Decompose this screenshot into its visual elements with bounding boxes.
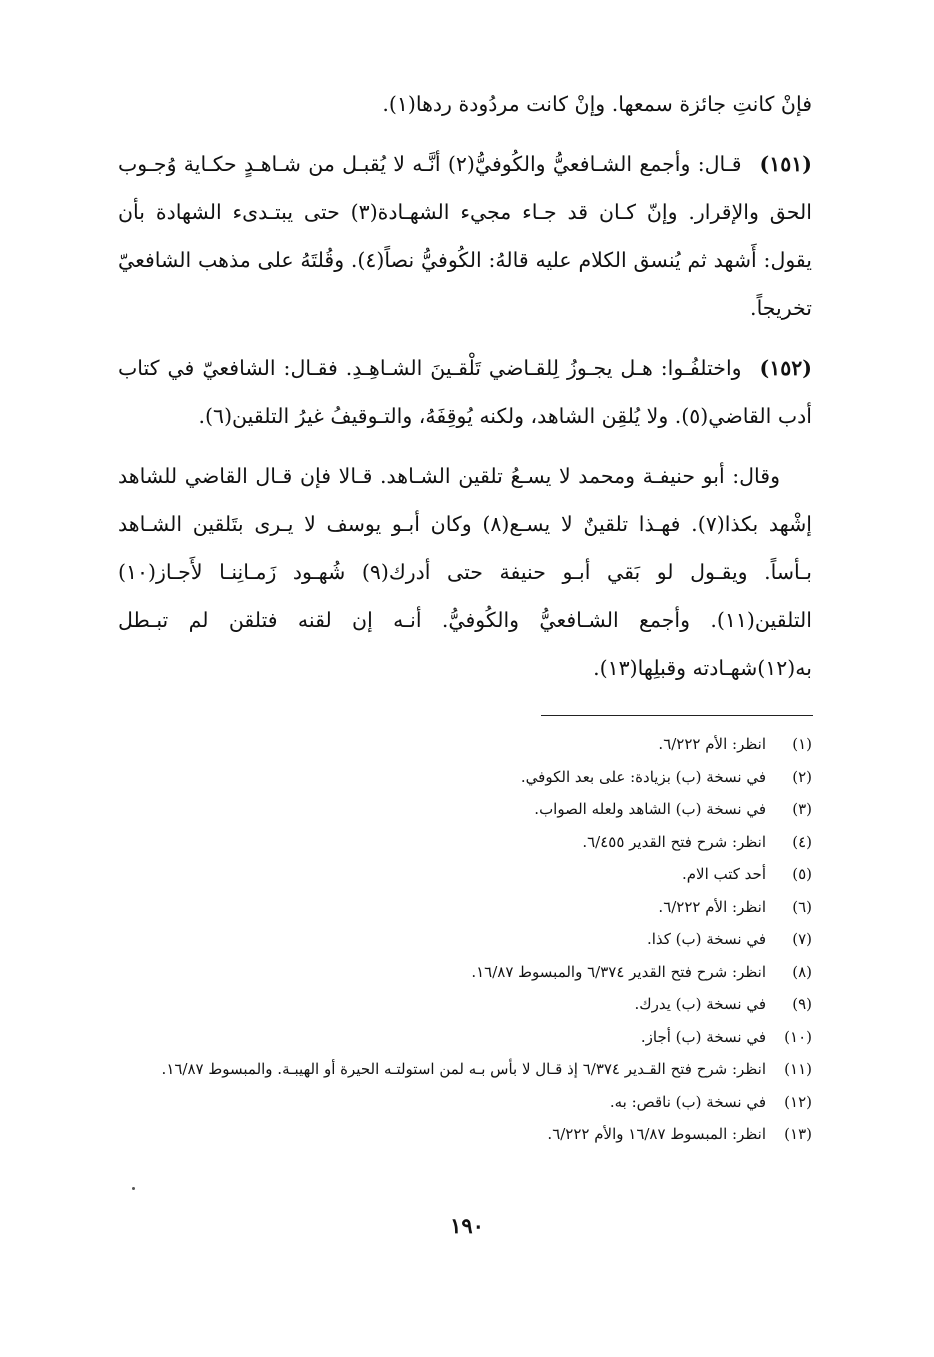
paragraph-text: وقال: أبو حنيفـة ومحمد لا يسـعُ تلقين الشـاهد. قـالا فإن قـال القاضي للشاهد إشْهد بكذا(٧). فهـذا تلقينٌ لا يسـع(٨) وكان أبـو يوسف لا يـرى بتَلقين الشـاهد بـأساً. ويقـول لو بَقي أبـو حنيفة حتى أدرك(٩) شُهـود زَمـانِنـا لأَجـاز(١٠) التلقين(١١). وأجمع الشـافعيُّ والكُوفيُّ. أنـه إن لقنه فتلقن لم تبـطل به(١٢)شهـادته وقبلِها(١٣). — [118, 464, 812, 680]
footnote-text: أحد كتب الام. — [681, 865, 766, 883]
paragraph-text: واختلفُـوا: هـل يجـوزُ لِلقـاضي تَلْقـينَ الشـاهِـدِ. فقـال: الشافعيّ في كتاب أدب القاضي(٥). ولا يُلقِن الشاهد، ولكنه يُوقِفَهُ، والتـوقيفُ غيرُ التلقين(٦). — [118, 356, 812, 428]
footnote-number: (٤) — [792, 832, 812, 851]
footnote-text: في نسخة (ب) كذا. — [646, 930, 766, 948]
paragraph-number: (١٥١) — [759, 152, 812, 176]
paragraph-152 — [118, 344, 812, 440]
footnote-divider — [541, 715, 813, 716]
paragraph-abu-hanifa — [118, 452, 812, 692]
ink-speck — [132, 1187, 135, 1190]
footnote — [118, 858, 812, 891]
paragraph-continuation — [118, 80, 812, 128]
footnote-number: (١١) — [784, 1060, 812, 1078]
footnote-number: (١٣) — [784, 1125, 812, 1143]
footnote — [118, 1118, 812, 1151]
footnote — [118, 793, 812, 826]
footnote-text: في نسخة (ب) بزيادة: على بعد الكوفي. — [520, 767, 766, 786]
footnote-text: انظر: شرح فتح القدير ٦/٣٧٤ والمبسوط ١٦/٨٧. — [471, 962, 766, 981]
footnote — [118, 1021, 812, 1054]
footnote — [118, 761, 812, 794]
footnote-number: (٥) — [792, 865, 812, 883]
footnote — [118, 1086, 812, 1119]
footnote-number: (٩) — [792, 995, 812, 1013]
footnote-number: (١) — [792, 735, 812, 753]
footnote-number: (٢) — [792, 767, 812, 786]
paragraph-text: فإنْ كانتِ جائزة سمعها. وإنْ كانت مردُودة ردها(١). — [382, 92, 812, 116]
footnote-text: في نسخة (ب) ناقص: به. — [609, 1092, 766, 1111]
footnote-number: (١٢) — [784, 1092, 812, 1111]
footnote-text: انظر: شرح فتح القـدير ٦/٣٧٤ إذ قـال لا بأس بـه لمن استولتـه الحيرة أو الهيبـة. والمبسوط ١٦/٨٧. — [161, 1060, 766, 1078]
footnote — [118, 826, 812, 859]
footnote-number: (٧) — [792, 930, 812, 948]
footnote-text: انظر: الأم ٦/٢٢٢. — [658, 735, 766, 753]
footnote — [118, 988, 812, 1021]
footnote-text: انظر: المبسوط ١٦/٨٧ والأم ٦/٢٢٢. — [547, 1125, 766, 1143]
main-text — [118, 80, 812, 692]
footnotes-list — [118, 728, 812, 1151]
footnote-number: (٦) — [792, 897, 812, 916]
footnote — [118, 923, 812, 956]
footnote-text: في نسخة (ب) يدرك. — [634, 995, 766, 1013]
footnote-number: (٣) — [792, 800, 812, 818]
paragraph-151 — [118, 140, 812, 332]
footnote-number: (٨) — [792, 962, 812, 981]
paragraph-number: (١٥٢) — [759, 356, 812, 380]
footnote-text: في نسخة (ب) أجاز. — [640, 1027, 766, 1046]
footnote-number: (١٠) — [784, 1027, 812, 1046]
footnote-text: انظر: شرح فتح القدير ٦/٤٥٥. — [582, 832, 766, 851]
footnote-text: انظر: الأم ٦/٢٢٢. — [658, 897, 766, 916]
footnote — [118, 728, 812, 761]
footnote — [118, 891, 812, 924]
footnote-text: في نسخة (ب) الشاهد ولعله الصواب. — [534, 800, 766, 818]
paragraph-text: قـال: وأجمع الشـافعيُّ والكُوفيُّ(٢) أنَّـه لا يُقبـل من شـاهـدٍ حكـاية وُجـوب الحق والإقرار. وإنّ كـان قد جـاء مجيء الشهـادة(٣) حتى يبتـدىء الشهادة بأن يقول: أَشهد ثم يُنسق الكلام عليه قالهُ: الكُوفيُّ نصاً(٤). وقُلتَهُ على مذهب الشافعيّ تخريجاً. — [118, 152, 813, 320]
page-number: ١٩٠ — [450, 1213, 484, 1238]
footnote — [118, 956, 812, 989]
footnote — [118, 1053, 812, 1086]
